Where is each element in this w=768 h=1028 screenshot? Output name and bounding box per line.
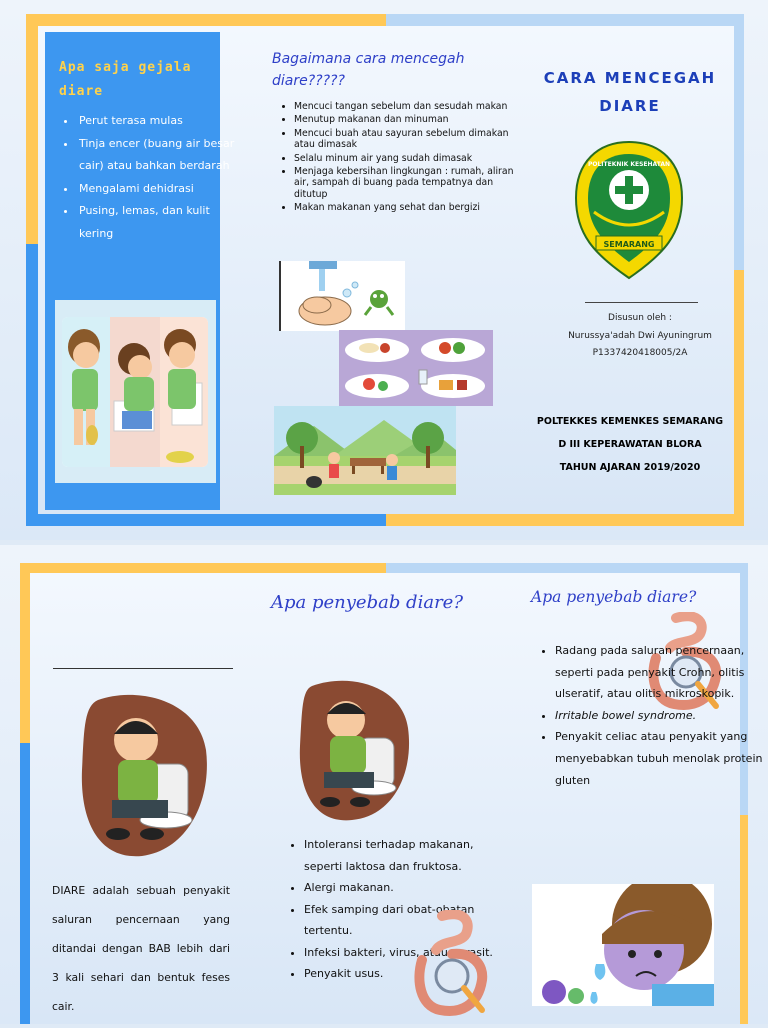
symptoms-title: Apa saja gejala diare	[59, 60, 192, 99]
prevention-item: • Mencuci tangan sebelum dan sesudah makan	[294, 101, 514, 112]
symptoms-illustration	[55, 300, 216, 483]
frame-bar-top-yellow-2	[20, 563, 386, 573]
prevention-item: • Menjaga kebersihan lingkungan : rumah, aliran air, sampah di buang pada tempatnya dan ditutup	[294, 166, 514, 200]
prevention-item: • Menutup makanan dan minuman	[294, 114, 514, 125]
symptom-item: • Perut terasa mulas	[77, 110, 237, 133]
logo-ring-text: POLITEKNIK KESEHATAN	[587, 161, 671, 168]
title-underline	[53, 668, 233, 669]
institution-block	[530, 410, 730, 479]
prevention-item: • Mencuci buah atau sayuran sebelum dimakan atau dimasak	[294, 128, 514, 151]
cause-item: • Infeksi bakteri, virus, atau parasit.	[304, 942, 504, 964]
causes-title-2: Apa penyebab diare?	[531, 588, 697, 606]
frame-bar-top-blue-2	[386, 563, 748, 573]
cause-item: • Intoleransi terhadap makanan, seperti laktosa dan fruktosa.	[304, 834, 504, 877]
cover-title: CARA MENCEGAH DIARE	[543, 69, 717, 115]
causes-list-2	[537, 640, 765, 791]
diarrhea-description: DIARE adalah sebuah penyakit saluran pencernaan yang ditandai dengan BAB lebih dari 3 kali sehari dan bentuk feses cair.	[52, 884, 230, 1013]
frame-bar-left-yellow-2	[20, 563, 30, 743]
frame-bar-top-yellow	[26, 14, 386, 26]
institution-name: POLTEKKES KEMENKES SEMARANG	[536, 416, 724, 427]
cause-item: • Alergi makanan.	[304, 877, 504, 899]
logo-banner-text: SEMARANG	[603, 240, 655, 249]
cause-item: • Radang pada saluran pencernaan, seperti pada penyakit Crohn, olitis ulseratif, atau olitis mikroskopik.	[555, 640, 765, 705]
prevention-item: • Selalu minum air yang sudah dimasak	[294, 153, 514, 164]
program-name: D III KEPERAWATAN BLORA	[558, 439, 702, 450]
frame-bar-right-yellow-2	[740, 815, 748, 1024]
frame-bar-top-blue	[386, 14, 744, 26]
symptom-item: • Pusing, lemas, dan kulit kering	[77, 200, 237, 245]
cause-item: • Irritable bowel syndrome.	[555, 705, 765, 727]
handwashing-image	[279, 261, 405, 331]
compiled-by-label: Disusun oleh :	[608, 313, 672, 323]
symptom-item: • Mengalami dehidrasi	[77, 178, 237, 201]
author-name: Nurussya'adah Dwi Ayuningrum	[568, 330, 712, 341]
frame-bar-right-yellow	[734, 270, 744, 526]
author-block	[540, 310, 740, 363]
author-nim: P1337420418005/2A	[592, 348, 688, 358]
causes-title-1: Apa penyebab diare?	[271, 592, 463, 613]
clean-park-image	[274, 406, 456, 495]
symptoms-list	[55, 110, 237, 245]
frame-bar-bottom-yellow	[386, 514, 744, 526]
signature-line	[585, 302, 698, 303]
healthy-food-image	[339, 330, 493, 406]
prevention-list	[276, 101, 514, 216]
cause-item: • Penyakit usus.	[304, 963, 504, 985]
frame-bar-left-blue	[26, 244, 38, 526]
toilet-boy-illustration-1	[78, 690, 210, 858]
intestine-magnifier-icon-mid	[412, 910, 496, 1024]
toilet-boy-illustration-2	[296, 676, 412, 822]
frame-bar-right-blue	[734, 14, 744, 270]
prevention-title: Bagaimana cara mencegah diare?????	[272, 51, 465, 89]
symptom-item: • Tinja encer (buang air besar cair) atau bahkan berdarah	[77, 133, 237, 178]
academic-year: TAHUN AJARAN 2019/2020	[559, 462, 701, 473]
cause-item: • Efek samping dari obat-obatan tertentu.	[304, 899, 504, 942]
frame-bar-bottom-blue	[26, 514, 386, 526]
cause-item: • Penyakit celiac atau penyakit yang menyebabkan tubuh menolak protein gluten	[555, 726, 765, 791]
sick-child-illustration	[532, 884, 714, 1006]
frame-bar-left-blue-2	[20, 743, 30, 1024]
poltekkes-logo	[572, 138, 686, 288]
prevention-item: • Makan makanan yang sehat dan bergizi	[294, 202, 514, 213]
frame-bar-left-yellow	[26, 14, 38, 244]
kids-cartoon-image	[62, 317, 208, 467]
